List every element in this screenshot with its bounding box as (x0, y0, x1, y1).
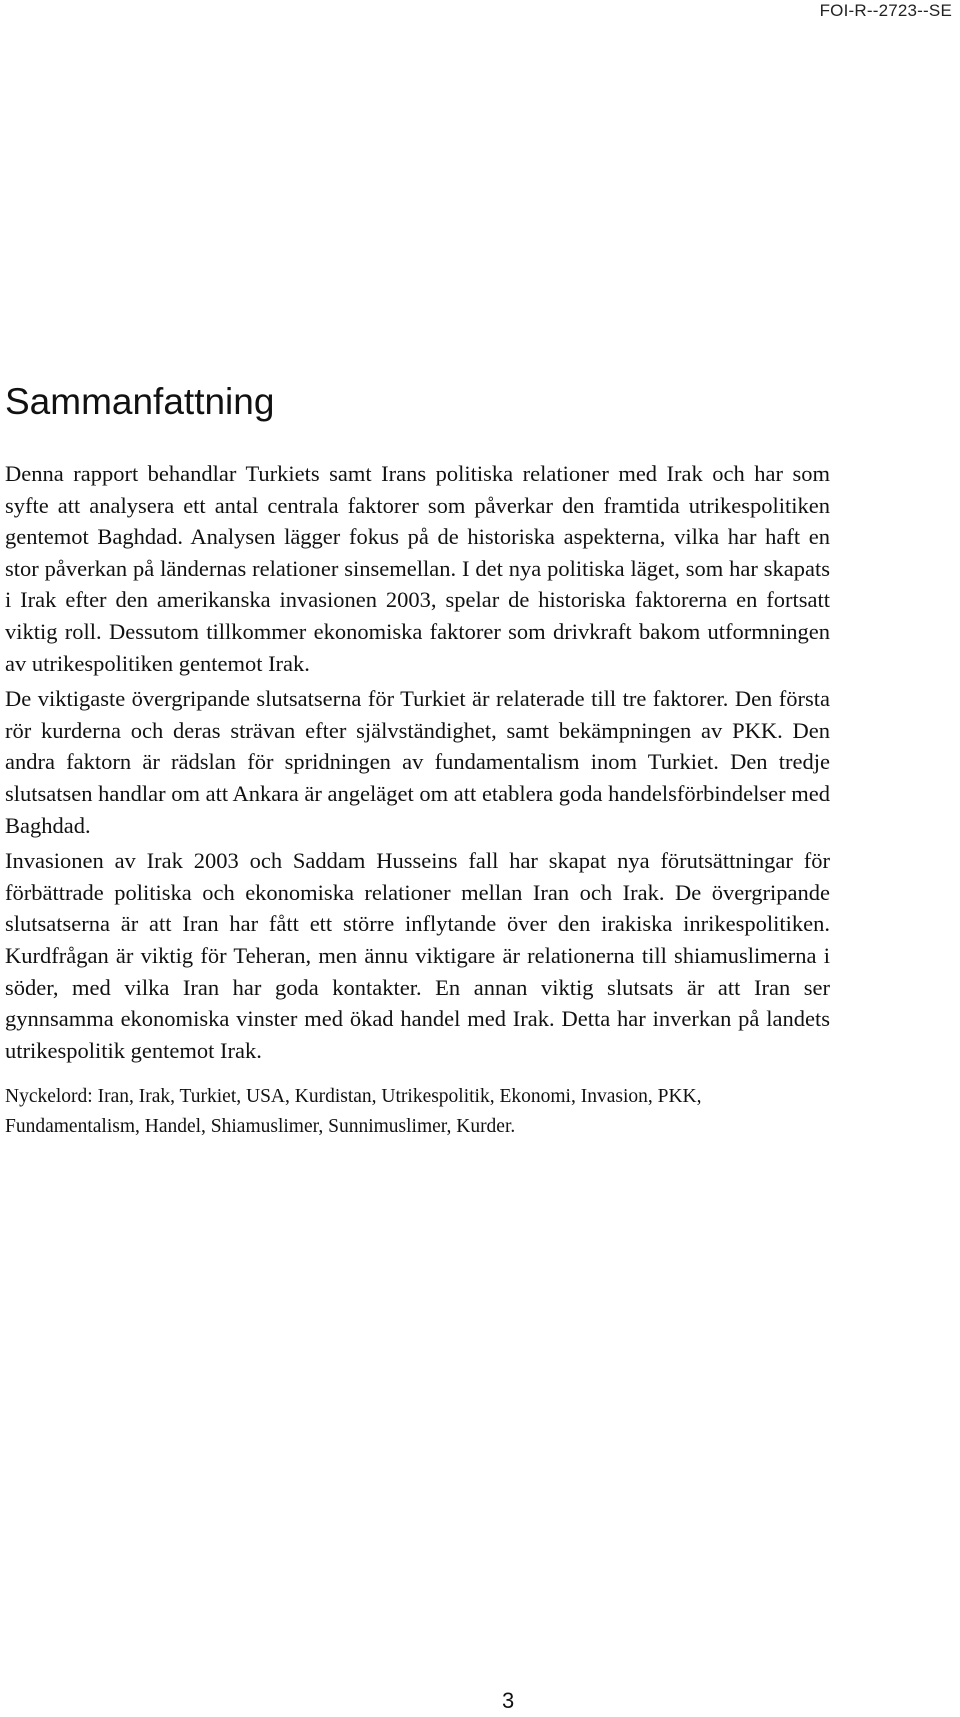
page-number: 3 (502, 1688, 515, 1713)
summary-paragraph-2: De viktigaste övergripande slutsatserna för Turkiet är relaterade till tre faktorer. Den första rör kurderna och deras strävan efter självständighet, samt bekämpningen av PKK. Den andra faktorn är rädslan för spridningen av fundamentalism inom Turkiet. Den tredje slutsatsen handlar om att Ankara är angeläget om att etablera goda handelsförbindelser med Baghdad. (5, 686, 830, 838)
summary-paragraph-3: Invasionen av Irak 2003 och Saddam Husseins fall har skapat nya förutsättningar för förbättrade politiska och ekonomiska relationer mellan Iran och Irak. De övergripande slutsatserna är att Iran har fått ett större inflytande över den irakiska inrikespolitiken. Kurdfrågan är viktig för Teheran, men ännu viktigare är relationerna till shiamuslimerna i söder, med vilka Iran har goda kontakter. En annan viktig slutsats är att Iran ser gynnsamma ekonomiska vinster med ökad handel med Irak. Detta har inverkan på landets utrikespolitik gentemot Irak. (5, 848, 830, 1063)
summary-paragraph-1: Denna rapport behandlar Turkiets samt Irans politiska relationer med Irak och har som syfte att analysera ett antal centrala faktorer som påverkar den framtida utrikespolitiken gentemot Baghdad. Analysen lägger fokus på de historiska aspekterna, vilka har haft en stor påverkan på ländernas relationer sinsemellan. I det nya politiska läget, som har skapats i Irak efter den amerikanska invasionen 2003, spelar de historiska faktorerna en fortsatt viktig roll. Dessutom tillkommer ekonomiska faktorer som drivkraft bakom utformningen av utrikespolitiken gentemot Irak. (5, 461, 830, 676)
summary-section (5, 380, 830, 1142)
section-heading: Sammanfattning (5, 381, 275, 422)
document-id: FOI-R--2723--SE (819, 1, 952, 20)
keywords: Nyckelord: Iran, Irak, Turkiet, USA, Kurdistan, Utrikespolitik, Ekonomi, Invasion, PKK, Fundamentalism, Handel, Shiamuslimer, Sunnimuslimer, Kurder. (5, 1086, 702, 1138)
